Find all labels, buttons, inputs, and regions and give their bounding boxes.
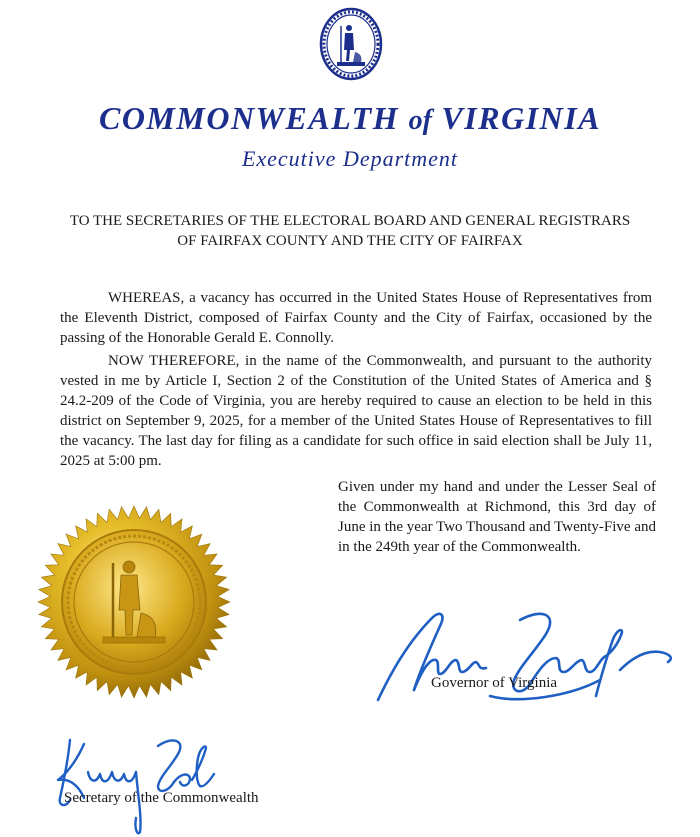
addressee-line-2: OF FAIRFAX COUNTY AND THE CITY OF FAIRFAX [177,233,523,249]
secretary-signature-icon [40,726,240,836]
now-therefore-paragraph: NOW THEREFORE, in the name of the Commonwealth, and pursuant to the authority vested in me by Article I, Section 2 of the Constitution of the United States of America and § 24.2-209 of the Code of Virginia, you are hereby required to cause an election to be held in this district on September 9, 2025, for a member of the United States House of Representatives to fill the vacancy. The last day for filing as a candidate for such office in said election shall be July 11, 2025 at 5:00 pm. [60,353,652,469]
lesser-seal-gold-icon [37,505,231,699]
letterhead-title [0,100,700,137]
attestation-paragraph: Given under my hand and under the Lesser Seal of the Commonwealth at Richmond, this 3rd day of June in the year Two Thousand and Twenty-Five and in the 249th year of the Commonwealth. [338,479,656,555]
addressee-line-1: TO THE SECRETARIES OF THE ELECTORAL BOARD AND GENERAL REGISTRARS [69,213,631,229]
title-of: of [408,105,432,136]
governor-signature-icon [370,600,680,710]
whereas-paragraph: WHEREAS, a vacancy has occurred in the United States House of Representatives from the Eleventh District, composed of Fairfax County and the City of Fairfax, occasioned by the passing of the Honorable Gerald E. Connolly. [60,290,652,346]
governor-title: Governor of Virginia [431,675,558,691]
title-main: COMMONWEALTH [98,100,400,136]
virginia-state-seal-icon [319,6,383,82]
department-subtitle: Executive Department [241,146,459,171]
title-state: VIRGINIA [441,100,602,136]
addressee-block [50,211,650,251]
secretary-title: Secretary of the Commonwealth [64,790,259,806]
